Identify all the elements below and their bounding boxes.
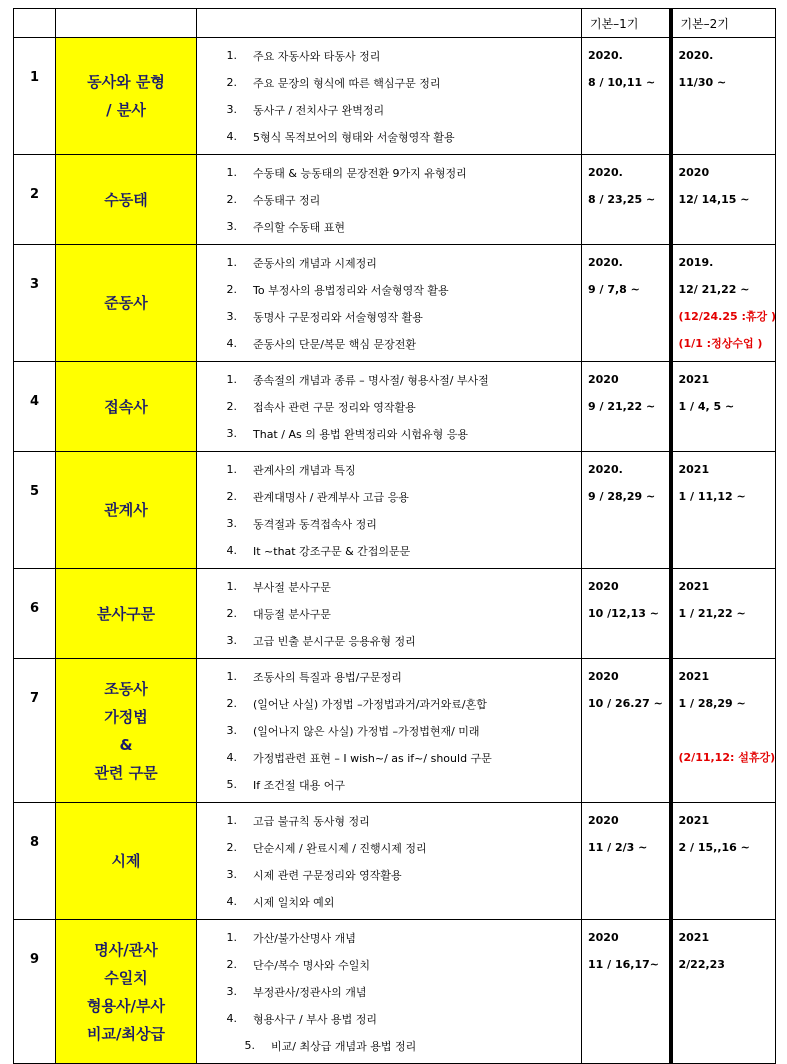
item-number: 2.: [226, 400, 237, 413]
item-text: 준동사의 단문/복문 핵심 문장전환: [253, 337, 416, 351]
session-2-cell: [671, 569, 776, 659]
list-item: [197, 600, 581, 627]
list-item: [197, 186, 581, 213]
item-number: 1.: [226, 931, 237, 944]
table-row: [14, 659, 776, 803]
list-item: [197, 96, 581, 123]
item-number: 1.: [226, 373, 237, 386]
item-number: 1.: [226, 670, 237, 683]
item-number: 4.: [226, 895, 237, 908]
list-item: [197, 978, 581, 1005]
row-number: 4: [14, 362, 56, 452]
items-cell: [197, 38, 582, 155]
item-number: 3.: [226, 220, 237, 233]
item-text: 종속절의 개념과 종류 – 명사절/ 형용사절/ 부사절: [253, 373, 489, 387]
topic-cell: [56, 452, 197, 569]
session-2-cell: [671, 452, 776, 569]
session-1-cell: [582, 659, 671, 803]
list-item: [197, 420, 581, 447]
session-1-cell: [582, 155, 671, 245]
item-text: That / As 의 용법 완벽정리와 시험유형 응용: [253, 427, 468, 441]
topic-cell: [56, 569, 197, 659]
session-2-cell: [671, 362, 776, 452]
schedule-line: 9 / 21,22 ~: [588, 400, 656, 413]
item-number: 3.: [226, 517, 237, 530]
item-number: 4.: [226, 130, 237, 143]
item-text: 동사구 / 전치사구 완벽정리: [253, 103, 385, 117]
table-row: [14, 38, 776, 155]
items-cell: [197, 452, 582, 569]
schedule-line: 2020.: [588, 463, 623, 476]
item-text: 5형식 목적보어의 형태와 서술형영작 활용: [253, 130, 455, 144]
schedule-line: [679, 717, 776, 744]
item-number: 2.: [226, 283, 237, 296]
schedule-line: 2020.: [678, 49, 714, 62]
list-item: [197, 510, 581, 537]
topic-line: 분사구문: [97, 604, 155, 623]
table-row: [14, 245, 776, 362]
item-text: 부정관사/정관사의 개념: [253, 985, 367, 999]
list-item: [197, 123, 581, 150]
item-number: 2.: [226, 76, 237, 89]
item-text: 가산/불가산명사 개념: [253, 931, 356, 945]
schedule-line: 2021: [678, 931, 710, 944]
item-text: It ~that 강조구문 & 간접의문문: [253, 544, 411, 558]
topic-line: 관련 구문: [94, 763, 158, 782]
schedule-line: 12/ 14,15 ~: [678, 193, 750, 206]
topic-line: 비교/최상급: [87, 1024, 165, 1043]
schedule-line: 2020.: [588, 166, 623, 179]
list-item: [197, 663, 581, 690]
item-text: 주요 자동사와 타동사 정리: [253, 49, 381, 63]
item-text: 주의할 수동태 표현: [253, 220, 346, 234]
list-item: [197, 888, 581, 915]
list-item: [197, 42, 581, 69]
topic-line: 수일치: [104, 968, 148, 987]
schedule-line: 1 / 21,22 ~: [678, 607, 746, 620]
item-number: 4.: [226, 544, 237, 557]
item-number: 3.: [226, 724, 237, 737]
item-number: 1.: [226, 463, 237, 476]
topic-cell: [56, 155, 197, 245]
topic-cell: [56, 362, 197, 452]
schedule-line: 11 / 16,17~: [588, 958, 659, 971]
item-text: 고급 불규칙 동사형 정리: [253, 814, 370, 828]
list-item: [197, 771, 581, 798]
items-cell: [197, 659, 582, 803]
item-text: 조동사의 특질과 용법/구문정리: [253, 670, 402, 684]
topic-cell: [56, 38, 197, 155]
item-text: 시제 관련 구문정리와 영작활용: [253, 868, 402, 882]
item-text: 대등절 분사구문: [253, 607, 331, 621]
item-number: 2.: [226, 958, 237, 971]
schedule-line: 2020.: [588, 256, 623, 269]
item-number: 4.: [226, 751, 237, 764]
header-session-1: 기본–1기: [582, 9, 671, 38]
session-1-cell: [582, 245, 671, 362]
topic-line: 명사/관사: [94, 940, 158, 959]
item-text: To 부정사의 용법정리와 서술형영작 활용: [253, 283, 449, 297]
table-row: [14, 569, 776, 659]
schedule-line: 9 / 28,29 ~: [588, 490, 656, 503]
item-text: 형용사구 / 부사 용법 정리: [253, 1012, 377, 1026]
session-1-cell: [582, 569, 671, 659]
list-item: [197, 276, 581, 303]
schedule-line: 2021: [678, 670, 710, 683]
row-number: 5: [14, 452, 56, 569]
session-2-cell: [671, 803, 776, 920]
header-row: [14, 9, 776, 38]
item-text: 단수/복수 명사와 수일치: [253, 958, 370, 972]
item-text: 동명사 구문정리와 서술형영작 활용: [253, 310, 423, 324]
session-2-cell: [671, 155, 776, 245]
item-number: 5.: [226, 778, 237, 791]
list-item: [197, 330, 581, 357]
row-number: 1: [14, 38, 56, 155]
table-row: [14, 155, 776, 245]
item-number: 3.: [226, 634, 237, 647]
list-item: [197, 483, 581, 510]
item-number: 1.: [226, 814, 237, 827]
item-text: 가정법관련 표현 – I wish~/ as if~/ should 구문: [253, 751, 492, 765]
list-item: [197, 393, 581, 420]
item-text: 접속사 관련 구문 정리와 영작활용: [253, 400, 416, 414]
list-item: [197, 690, 581, 717]
item-text: 준동사의 개념과 시제정리: [253, 256, 377, 270]
item-text: 시제 일치와 예외: [253, 895, 335, 909]
item-text: (일어나지 않은 사실) 가정법 –가정법현재/ 미래: [253, 724, 480, 738]
item-number: 1.: [226, 256, 237, 269]
topic-line: 시제: [111, 852, 141, 870]
topic-line: 접속사: [104, 397, 148, 416]
schedule-line: 9 / 7,8 ~: [588, 283, 640, 296]
item-number: 2.: [226, 697, 237, 710]
row-number: 3: [14, 245, 56, 362]
list-item: [197, 1005, 581, 1032]
item-number: 4.: [226, 337, 237, 350]
item-text: 수동태구 정리: [253, 193, 321, 207]
row-number: 8: [14, 803, 56, 920]
list-item: [197, 249, 581, 276]
schedule-line: 2020: [588, 814, 619, 827]
list-item: [197, 627, 581, 654]
header-session-2: 기본–2기: [671, 9, 776, 38]
list-item: [197, 303, 581, 330]
row-number: 2: [14, 155, 56, 245]
schedule-line: 2 / 15,,16 ~: [678, 841, 750, 854]
curriculum-table: [13, 8, 776, 1064]
topic-line: 수동태: [104, 190, 148, 209]
row-number: 6: [14, 569, 56, 659]
item-text: 수동태 & 능동태의 문장전환 9가지 유형정리: [253, 166, 467, 180]
item-number: 5.: [244, 1039, 255, 1052]
list-item: [197, 69, 581, 96]
session-1-cell: [582, 452, 671, 569]
topic-cell: [56, 245, 197, 362]
item-number: 1.: [226, 166, 237, 179]
schedule-line: 11/30 ~: [678, 76, 727, 89]
list-item: [197, 834, 581, 861]
schedule-line: 2021: [678, 814, 710, 827]
item-number: 3.: [226, 103, 237, 116]
item-number: 2.: [226, 841, 237, 854]
item-text: 주요 문장의 형식에 따른 핵심구문 정리: [253, 76, 441, 90]
topic-line: 조동사: [104, 679, 148, 698]
schedule-line: 2020: [588, 931, 619, 944]
item-text: (일어난 사실) 가정법 –가정법과거/과거와료/혼합: [253, 697, 487, 711]
header-num: [14, 9, 56, 38]
item-text: 동격절과 동격접속사 정리: [253, 517, 377, 531]
list-item: [197, 951, 581, 978]
schedule-line: 2/22,23: [678, 958, 725, 971]
schedule-line: 2021: [678, 580, 710, 593]
schedule-line: (12/24.25 :휴강 ): [678, 310, 776, 323]
topic-line: 관계사: [104, 501, 148, 519]
row-number: 9: [14, 920, 56, 1064]
list-item: [197, 717, 581, 744]
schedule-line: (2/11,12: 설휴강): [678, 751, 776, 764]
list-item: [197, 744, 581, 771]
item-text: 단순시제 / 완료시제 / 진행시제 정리: [253, 841, 427, 855]
items-cell: [197, 155, 582, 245]
list-item: [197, 456, 581, 483]
session-1-cell: [582, 362, 671, 452]
item-number: 3.: [226, 868, 237, 881]
list-item: [197, 213, 581, 240]
item-number: 2.: [226, 193, 237, 206]
item-text: 관계대명사 / 관계부사 고급 응용: [253, 490, 409, 504]
topic-line: / 분사: [106, 101, 146, 119]
list-item: [197, 861, 581, 888]
schedule-line: 2020: [678, 166, 710, 179]
item-text: If 조건절 대용 어구: [253, 778, 345, 792]
session-1-cell: [582, 803, 671, 920]
schedule-line: (1/1 :정상수업 ): [678, 337, 763, 350]
list-item: [197, 366, 581, 393]
schedule-line: 2020: [588, 670, 619, 683]
items-cell: [197, 569, 582, 659]
list-item: [197, 1032, 581, 1059]
topic-line: 준동사: [104, 294, 148, 312]
item-number: 3.: [226, 985, 237, 998]
list-item: [197, 924, 581, 951]
item-number: 1.: [226, 49, 237, 62]
session-2-cell: [671, 659, 776, 803]
topic-line: 형용사/부사: [87, 996, 165, 1015]
items-cell: [197, 803, 582, 920]
topic-line: 가정법: [104, 707, 148, 726]
topic-line: 동사와 문형: [87, 73, 165, 91]
schedule-line: 2021: [678, 373, 710, 386]
items-cell: [197, 245, 582, 362]
header-items: [197, 9, 582, 38]
schedule-line: 2020: [588, 373, 619, 386]
schedule-line: 12/ 21,22 ~: [678, 283, 750, 296]
session-2-cell: [671, 245, 776, 362]
table-row: [14, 452, 776, 569]
list-item: [197, 807, 581, 834]
session-1-cell: [582, 38, 671, 155]
item-text: 관계사의 개념과 특징: [253, 463, 356, 477]
item-number: 2.: [226, 490, 237, 503]
schedule-line: 2020: [588, 580, 619, 593]
topic-line: &: [119, 735, 133, 754]
item-text: 부사절 분사구문: [253, 580, 331, 594]
table-row: [14, 362, 776, 452]
items-cell: [197, 362, 582, 452]
item-text: 비교/ 최상급 개념과 용법 정리: [271, 1039, 417, 1053]
schedule-line: 11 / 2/3 ~: [588, 841, 648, 854]
item-number: 3.: [226, 310, 237, 323]
list-item: [197, 573, 581, 600]
schedule-line: 2020.: [588, 49, 623, 62]
schedule-line: 2019.: [678, 256, 714, 269]
list-item: [197, 537, 581, 564]
topic-cell: [56, 659, 197, 803]
session-2-cell: [671, 38, 776, 155]
row-number: 7: [14, 659, 56, 803]
schedule-line: 2021: [678, 463, 710, 476]
table-row: [14, 803, 776, 920]
header-topic: [56, 9, 197, 38]
item-number: 3.: [226, 427, 237, 440]
item-number: 4.: [226, 1012, 237, 1025]
schedule-line: 8 / 23,25 ~: [588, 193, 656, 206]
item-text: 고급 빈출 분시구문 응용유형 정리: [253, 634, 416, 648]
schedule-line: 8 / 10,11 ~: [588, 76, 656, 89]
item-number: 1.: [226, 580, 237, 593]
schedule-line: 10 / 26.27 ~: [588, 697, 663, 710]
list-item: [197, 159, 581, 186]
topic-cell: [56, 803, 197, 920]
schedule-line: 10 /12,13 ~: [588, 607, 659, 620]
schedule-line: 1 / 28,29 ~: [678, 697, 746, 710]
schedule-line: 1 / 11,12 ~: [678, 490, 746, 503]
schedule-line: 1 / 4, 5 ~: [678, 400, 735, 413]
item-number: 2.: [226, 607, 237, 620]
